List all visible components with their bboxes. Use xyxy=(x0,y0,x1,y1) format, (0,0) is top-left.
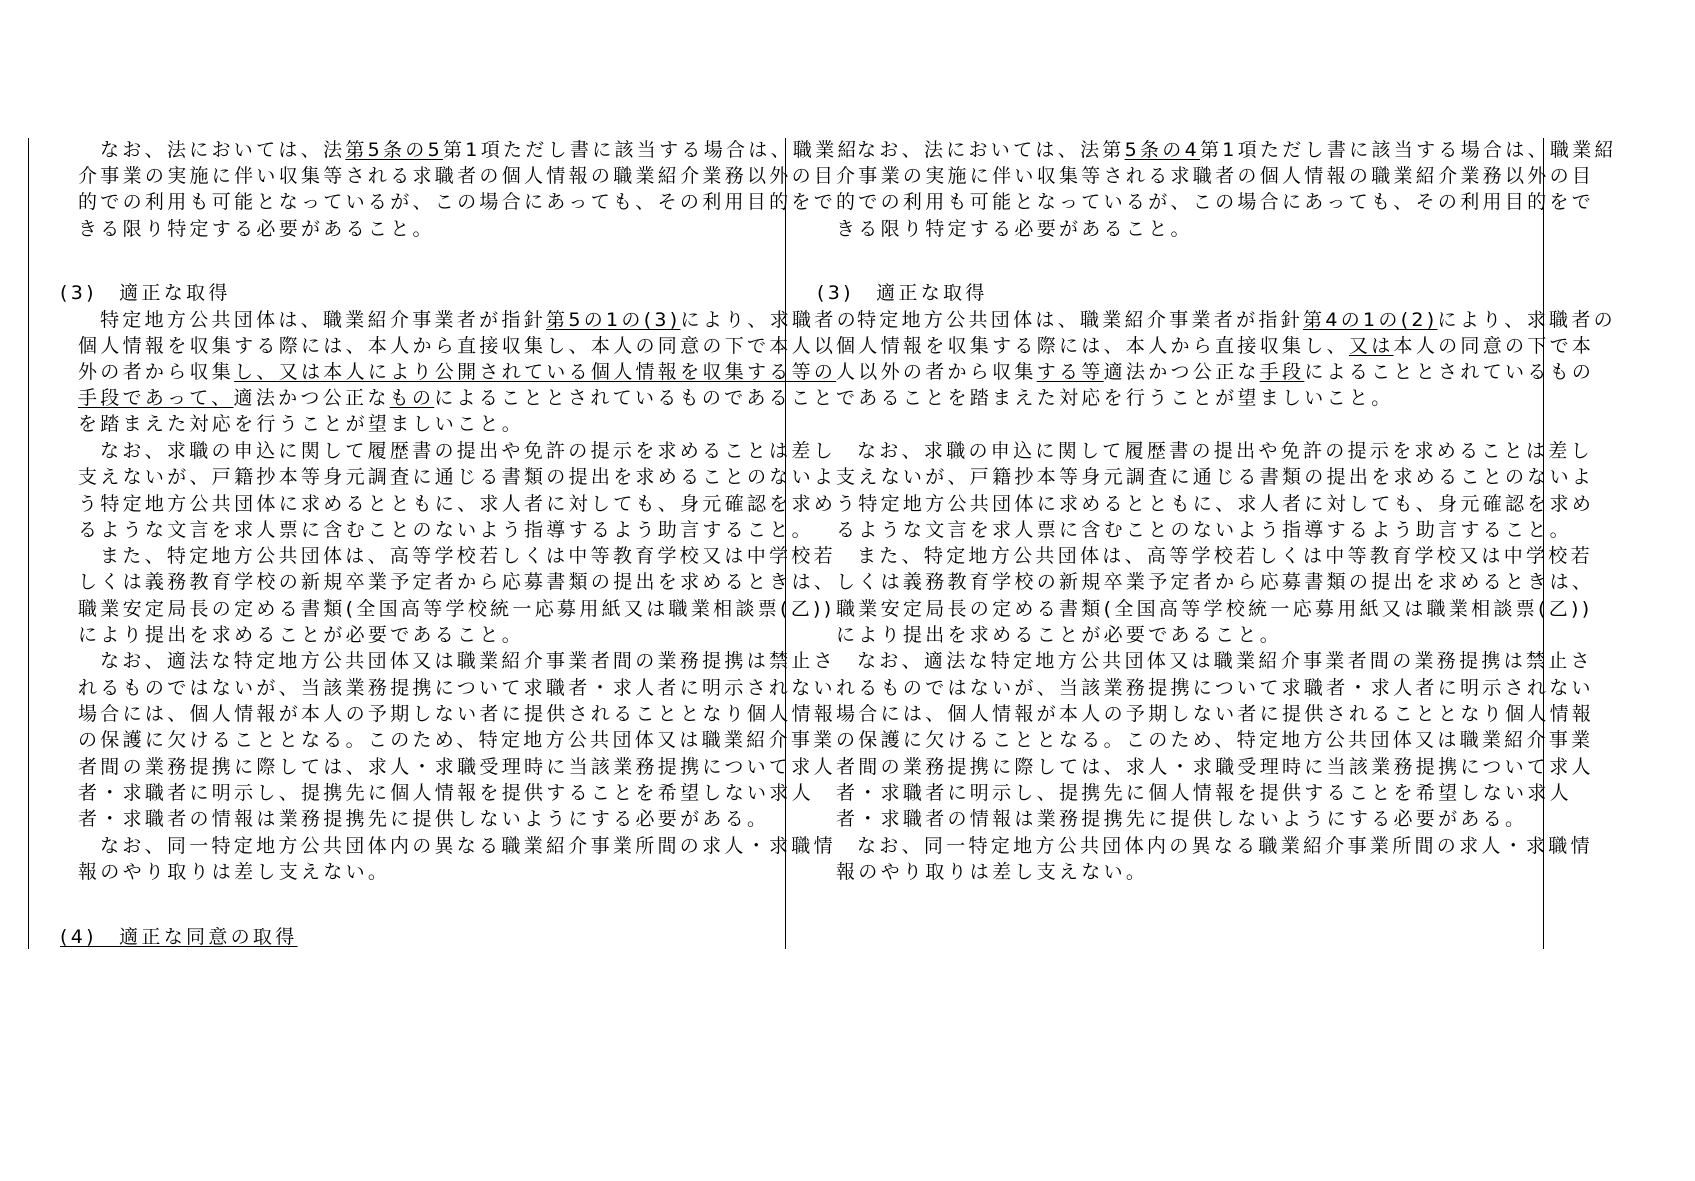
text-segment: 特定地方公共団体は、職業紹介事業者が指針 xyxy=(857,309,1304,331)
text-segment: により、求職者の xyxy=(1437,309,1616,331)
text-line xyxy=(100,438,836,464)
text-line xyxy=(78,727,835,753)
text-line xyxy=(836,491,1594,517)
text-line xyxy=(836,780,1572,806)
text-segment: 外の者から収集 xyxy=(78,361,235,383)
underlined-amendment: 又は xyxy=(1348,335,1394,357)
text-segment: れるものではないが、当該業務提携について求職者・求人者に明示されない xyxy=(836,677,1594,699)
text-segment: また、特定地方公共団体は、高等学校若しくは中等教育学校又は中学校若 xyxy=(100,545,836,567)
text-segment: 適法かつ公正な xyxy=(233,387,390,409)
text-segment: 報のやり取りは差し支えない。 xyxy=(836,861,1149,883)
text-line xyxy=(78,464,836,490)
text-segment: なお、適法な特定地方公共団体又は職業紹介事業者間の業務提携は禁止さ xyxy=(100,650,836,672)
text-line xyxy=(78,701,836,727)
text-line xyxy=(836,675,1594,701)
text-segment: 介事業の実施に伴い収集等される求職者の個人情報の職業紹介業務以外の目 xyxy=(836,165,1595,187)
text-line xyxy=(78,385,836,411)
text-line xyxy=(857,833,1593,859)
text-segment: 報のやり取りは差し支えない。 xyxy=(78,861,391,883)
text-line xyxy=(78,163,836,189)
underlined-amendment: 手段であって、 xyxy=(78,387,234,409)
text-segment: であることを踏まえた対応を行うことが望ましいこと。 xyxy=(836,387,1394,409)
text-line xyxy=(836,754,1594,780)
text-line xyxy=(100,307,859,333)
text-segment: なお、同一特定地方公共団体内の異なる職業紹介事業所間の求人・求職情 xyxy=(100,835,836,857)
text-line xyxy=(836,517,1572,543)
text-segment: なお、適法な特定地方公共団体又は職業紹介事業者間の業務提携は禁止さ xyxy=(857,650,1593,672)
text-line xyxy=(836,333,1594,359)
text-line xyxy=(78,517,814,543)
text-line xyxy=(78,596,834,622)
underlined-amendment: 手段 xyxy=(1259,361,1305,383)
text-line xyxy=(78,569,836,595)
underlined-amendment: (4) 適正な同意の取得 xyxy=(60,926,298,948)
text-line xyxy=(836,806,1527,832)
text-line xyxy=(78,806,769,832)
text-line xyxy=(60,924,298,950)
text-line xyxy=(78,359,836,385)
text-segment: の保護に欠けることとなる。このため、特定地方公共団体又は職業紹介事業 xyxy=(836,729,1594,751)
text-segment: 個人情報を収集する際には、本人から直接収集し、 xyxy=(836,335,1349,357)
text-line xyxy=(78,859,390,885)
underlined-amendment: し、又は本人により公開されている個人情報を収集する等の xyxy=(234,361,837,383)
text-segment: なお、同一特定地方公共団体内の異なる職業紹介事業所間の求人・求職情 xyxy=(857,835,1593,857)
text-line xyxy=(857,307,1616,333)
text-line xyxy=(836,163,1594,189)
text-line xyxy=(78,411,524,437)
text-line xyxy=(78,754,836,780)
underlined-amendment: 5条の4 xyxy=(1124,139,1200,161)
underlined-amendment: もの xyxy=(389,387,435,409)
text-segment: 職業安定局長の定める書類(全国高等学校統一応募用紙又は職業相談票(乙)) xyxy=(836,598,1593,620)
text-segment: (3) 適正な取得 xyxy=(60,282,231,304)
text-segment: 個人情報を収集する際には、本人から直接収集し、本人の同意の下で本人以 xyxy=(78,335,837,357)
text-segment: 場合には、個人情報が本人の予期しない者に提供されることとなり個人情報 xyxy=(78,703,837,725)
text-segment: 介事業の実施に伴い収集等される求職者の個人情報の職業紹介業務以外の目 xyxy=(78,165,837,187)
text-segment: 適法かつ公正な xyxy=(1103,361,1260,383)
text-segment: を踏まえた対応を行うことが望ましいこと。 xyxy=(78,413,525,435)
text-segment: 者間の業務提携に際しては、求人・求職受理時に当該業務提携について求人 xyxy=(78,756,836,778)
text-segment: 第1項ただし書に該当する場合は、職業紹 xyxy=(1200,139,1617,161)
text-line xyxy=(78,216,435,242)
underlined-amendment: 第5条の5 xyxy=(345,139,443,161)
text-segment: の保護に欠けることとなる。このため、特定地方公共団体又は職業紹介事業 xyxy=(78,729,836,751)
text-line xyxy=(836,859,1148,885)
underlined-amendment: する等 xyxy=(1036,361,1104,383)
text-segment: によることとされているもの xyxy=(1304,361,1595,383)
text-segment: により、求職者の xyxy=(680,309,859,331)
text-segment: 職業安定局長の定める書類(全国高等学校統一応募用紙又は職業相談票(乙)) xyxy=(78,598,835,620)
text-segment: により提出を求めることが必要であること。 xyxy=(836,624,1283,646)
text-line xyxy=(78,491,836,517)
text-segment: 者・求職者の情報は業務提携先に提供しないようにする必要がある。 xyxy=(78,808,770,830)
text-segment: 支えないが、戸籍抄本等身元調査に通じる書類の提出を求めることのないよ xyxy=(78,466,837,488)
text-segment: 本人の同意の下で本 xyxy=(1393,335,1595,357)
text-segment: 特定地方公共団体は、職業紹介事業者が指針 xyxy=(100,309,547,331)
text-segment: によることとされているものであること xyxy=(434,387,836,409)
text-line xyxy=(78,780,814,806)
text-line xyxy=(836,189,1594,215)
text-segment: 支えないが、戸籍抄本等身元調査に通じる書類の提出を求めることのないよ xyxy=(836,466,1595,488)
text-segment: しくは義務教育学校の新規卒業予定者から応募書類の提出を求めるときは、 xyxy=(836,571,1595,593)
text-segment: なお、求職の申込に関して履歴書の提出や免許の提示を求めることは差し xyxy=(857,440,1593,462)
text-line xyxy=(60,280,231,306)
text-segment: きる限り特定する必要があること。 xyxy=(78,218,435,240)
text-line xyxy=(857,648,1593,674)
text-segment: れるものではないが、当該業務提携について求職者・求人者に明示されない xyxy=(78,677,836,699)
text-segment: 場合には、個人情報が本人の予期しない者に提供されることとなり個人情報 xyxy=(836,703,1595,725)
text-line xyxy=(836,464,1594,490)
text-segment: 者・求職者の情報は業務提携先に提供しないようにする必要がある。 xyxy=(836,808,1528,830)
text-line xyxy=(100,137,860,163)
text-line xyxy=(78,622,524,648)
text-line xyxy=(836,385,1394,411)
text-segment: るような文言を求人票に含むことのないよう指導するよう助言すること。 xyxy=(78,519,814,541)
text-line xyxy=(857,438,1593,464)
text-line xyxy=(78,675,836,701)
text-line xyxy=(817,280,988,306)
text-segment: 的での利用も可能となっているが、この場合にあっても、その利用目的をで xyxy=(836,191,1595,213)
text-segment: なお、法においては、法 xyxy=(100,139,346,161)
text-line xyxy=(100,648,836,674)
text-segment: 者・求職者に明示し、提携先に個人情報を提供することを希望しない求人 xyxy=(78,782,814,804)
underlined-amendment: 第4の1の(2) xyxy=(1303,309,1438,331)
text-segment: う特定地方公共団体に求めるとともに、求人者に対しても、身元確認を求め xyxy=(78,493,837,515)
text-line xyxy=(857,137,1617,163)
text-segment: 第1項ただし書に該当する場合は、職業紹 xyxy=(443,139,860,161)
text-line xyxy=(857,543,1593,569)
text-segment: 人以外の者から収集 xyxy=(836,361,1037,383)
text-segment: 者間の業務提携に際しては、求人・求職受理時に当該業務提携について求人 xyxy=(836,756,1594,778)
text-line xyxy=(836,359,1594,385)
text-segment: また、特定地方公共団体は、高等学校若しくは中等教育学校又は中学校若 xyxy=(857,545,1593,567)
text-segment: 者・求職者に明示し、提携先に個人情報を提供することを希望しない求人 xyxy=(836,782,1572,804)
text-line xyxy=(836,622,1282,648)
text-line xyxy=(836,596,1592,622)
text-segment: (3) 適正な取得 xyxy=(817,282,988,304)
text-line xyxy=(836,727,1593,753)
text-segment: きる限り特定する必要があること。 xyxy=(836,218,1193,240)
text-segment: なお、求職の申込に関して履歴書の提出や免許の提示を求めることは差し xyxy=(100,440,836,462)
text-line xyxy=(836,569,1594,595)
text-line xyxy=(100,543,836,569)
text-segment: しくは義務教育学校の新規卒業予定者から応募書類の提出を求めるときは、 xyxy=(78,571,837,593)
text-line xyxy=(78,333,836,359)
text-segment: なお、法においては、法第 xyxy=(857,139,1125,161)
underlined-amendment: 第5の1の(3) xyxy=(546,309,681,331)
text-segment: により提出を求めることが必要であること。 xyxy=(78,624,525,646)
text-segment: 的での利用も可能となっているが、この場合にあっても、その利用目的をで xyxy=(78,191,837,213)
text-segment: う特定地方公共団体に求めるとともに、求人者に対しても、身元確認を求め xyxy=(836,493,1595,515)
text-line xyxy=(78,189,836,215)
text-line xyxy=(100,833,836,859)
text-line xyxy=(836,701,1594,727)
left-border xyxy=(28,138,29,949)
text-segment: るような文言を求人票に含むことのないよう指導するよう助言すること。 xyxy=(836,519,1572,541)
text-line xyxy=(836,216,1193,242)
